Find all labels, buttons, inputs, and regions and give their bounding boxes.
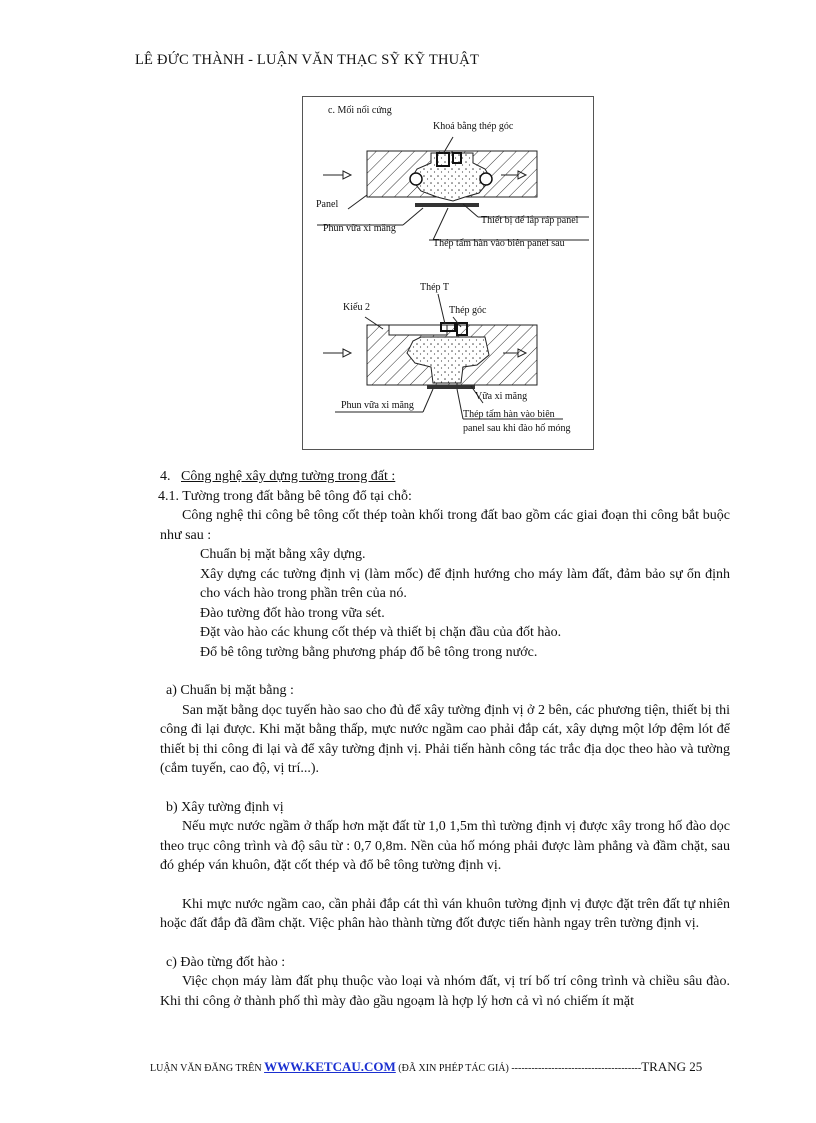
joint-drawing [303, 97, 593, 449]
label-panel: Panel [316, 199, 339, 210]
section-c-text: Việc chọn máy làm đất phụ thuộc vào loại và nhóm đất, vị trí bố trí công trình và chiều sâu đào. Khi thi công ở thành phố thì mày đào gầu ngoạm là hợp lý hơn cả vì nó chiếm ít mặt [160, 974, 730, 1009]
bottom-plate-top [415, 203, 479, 207]
section-4-heading: 4. Công nghệ xây dựng tường trong đất : [160, 469, 396, 484]
label-mortar-spray-top: Phun vữa xi măng [323, 223, 396, 234]
footer-suffix: (ĐÃ XIN PHÉP TÁC GIẢ) --------------------------------------- [395, 1063, 642, 1074]
label-mortar-spray-bottom: Phun vữa xi măng [341, 400, 414, 411]
label-plate-bottom-1: Thép tấm hàn vào biên [463, 409, 555, 420]
step-2: Xây dựng các tường định vị (làm mốc) để định hướng cho máy làm đất, đảm bảo sự ổn định cho vách hào trong phần trên của nó. [200, 566, 730, 601]
section-4-1-heading: 4.1. Tường trong đất bằng bê tông đổ tại chỗ: [158, 488, 412, 504]
section-b-heading: b) Xây tường định vị [166, 799, 284, 815]
body-text [160, 467, 730, 1011]
label-plate-bottom-2: panel sau khi đào hố móng [463, 423, 571, 434]
intro-paragraph: Công nghệ thi công bê tông cốt thép toàn khối trong đất bao gồm các giai đoạn thi công bắt buộc như sau : [160, 508, 730, 543]
footer-site-link[interactable]: WWW.KETCAU.COM [264, 1059, 396, 1074]
label-angle-key: Khoá bằng thép góc [433, 121, 514, 132]
label-mortar: Vữa xi măng [475, 391, 528, 402]
bottom-plate-lower [427, 385, 475, 389]
section-b-text-1: Nếu mực nước ngầm ở thấp hơn mặt đất từ 1,0 1,5m thì tường định vị được xây trong hố đào dọc theo trục công trình và độ sâu từ : 0,7 0,8m. Nền của hố móng phải được làm phẳng và đầm chặt, sau đó ghép ván khuôn, đặt cốt thép và đổ bê tông tường định vị. [160, 819, 730, 873]
step-5: Đổ bê tông tường bằng phương pháp đổ bê tông trong nước. [200, 644, 538, 660]
step-1: Chuẩn bị mặt bằng xây dựng. [200, 547, 366, 562]
footer-prefix: LUẬN VĂN ĐĂNG TRÊN [150, 1063, 265, 1074]
bolt-left [410, 173, 422, 185]
page-footer [150, 1059, 702, 1075]
section-4-title: Công nghệ xây dựng tường trong đất : [181, 469, 396, 484]
label-t-steel: Thép T [420, 282, 449, 293]
label-angle-steel: Thép góc [449, 305, 487, 316]
section-a-text: San mặt bằng dọc tuyến hào sao cho đủ để xây tường định vị ở 2 bên, các phương tiện, thiết bị thi công đi lại được. Khi mặt bằng thấp, mực nước ngầm cao phải đắp cát, xây dựng một lớp đệm lót để thiết bị thi công đi lại và để xây tường định vị. Phải tiến hành công tác trắc địa dọc theo hào và tường (cắm tuyến, cao độ, vị trí...). [160, 702, 730, 776]
section-a-heading: a) Chuẩn bị mặt bằng : [166, 683, 294, 698]
section-b-text-2: Khi mực nước ngầm cao, cần phải đắp cát thì ván khuôn tường định vị được đặt trên đất tự nhiên hoặc đất đắp đã đầm chặt. Việc phân hào thành từng đốt được tiến hành ngay trên tường định vị. [160, 896, 730, 931]
label-plate-top: Thép tấm hàn vào biên panel sau [433, 238, 565, 249]
step-4: Đặt vào hào các khung cốt thép và thiết bị chặn đầu của đốt hào. [200, 625, 562, 640]
joint-detail-figure [302, 96, 594, 450]
page-number: TRANG 25 [641, 1059, 703, 1074]
figure-title: c. Mối nối cứng [328, 105, 392, 116]
step-3: Đào tường đốt hào trong vữa sét. [200, 605, 385, 621]
bolt-right [480, 173, 492, 185]
label-type-2: Kiểu 2 [343, 302, 370, 313]
page-header: LÊ ĐỨC THÀNH - LUẬN VĂN THẠC SỸ KỸ THUẬT [135, 52, 480, 68]
label-assembly-device: Thiết bị để lắp ráp panel [481, 215, 579, 226]
section-c-heading: c) Đào từng đốt hào : [166, 954, 286, 970]
